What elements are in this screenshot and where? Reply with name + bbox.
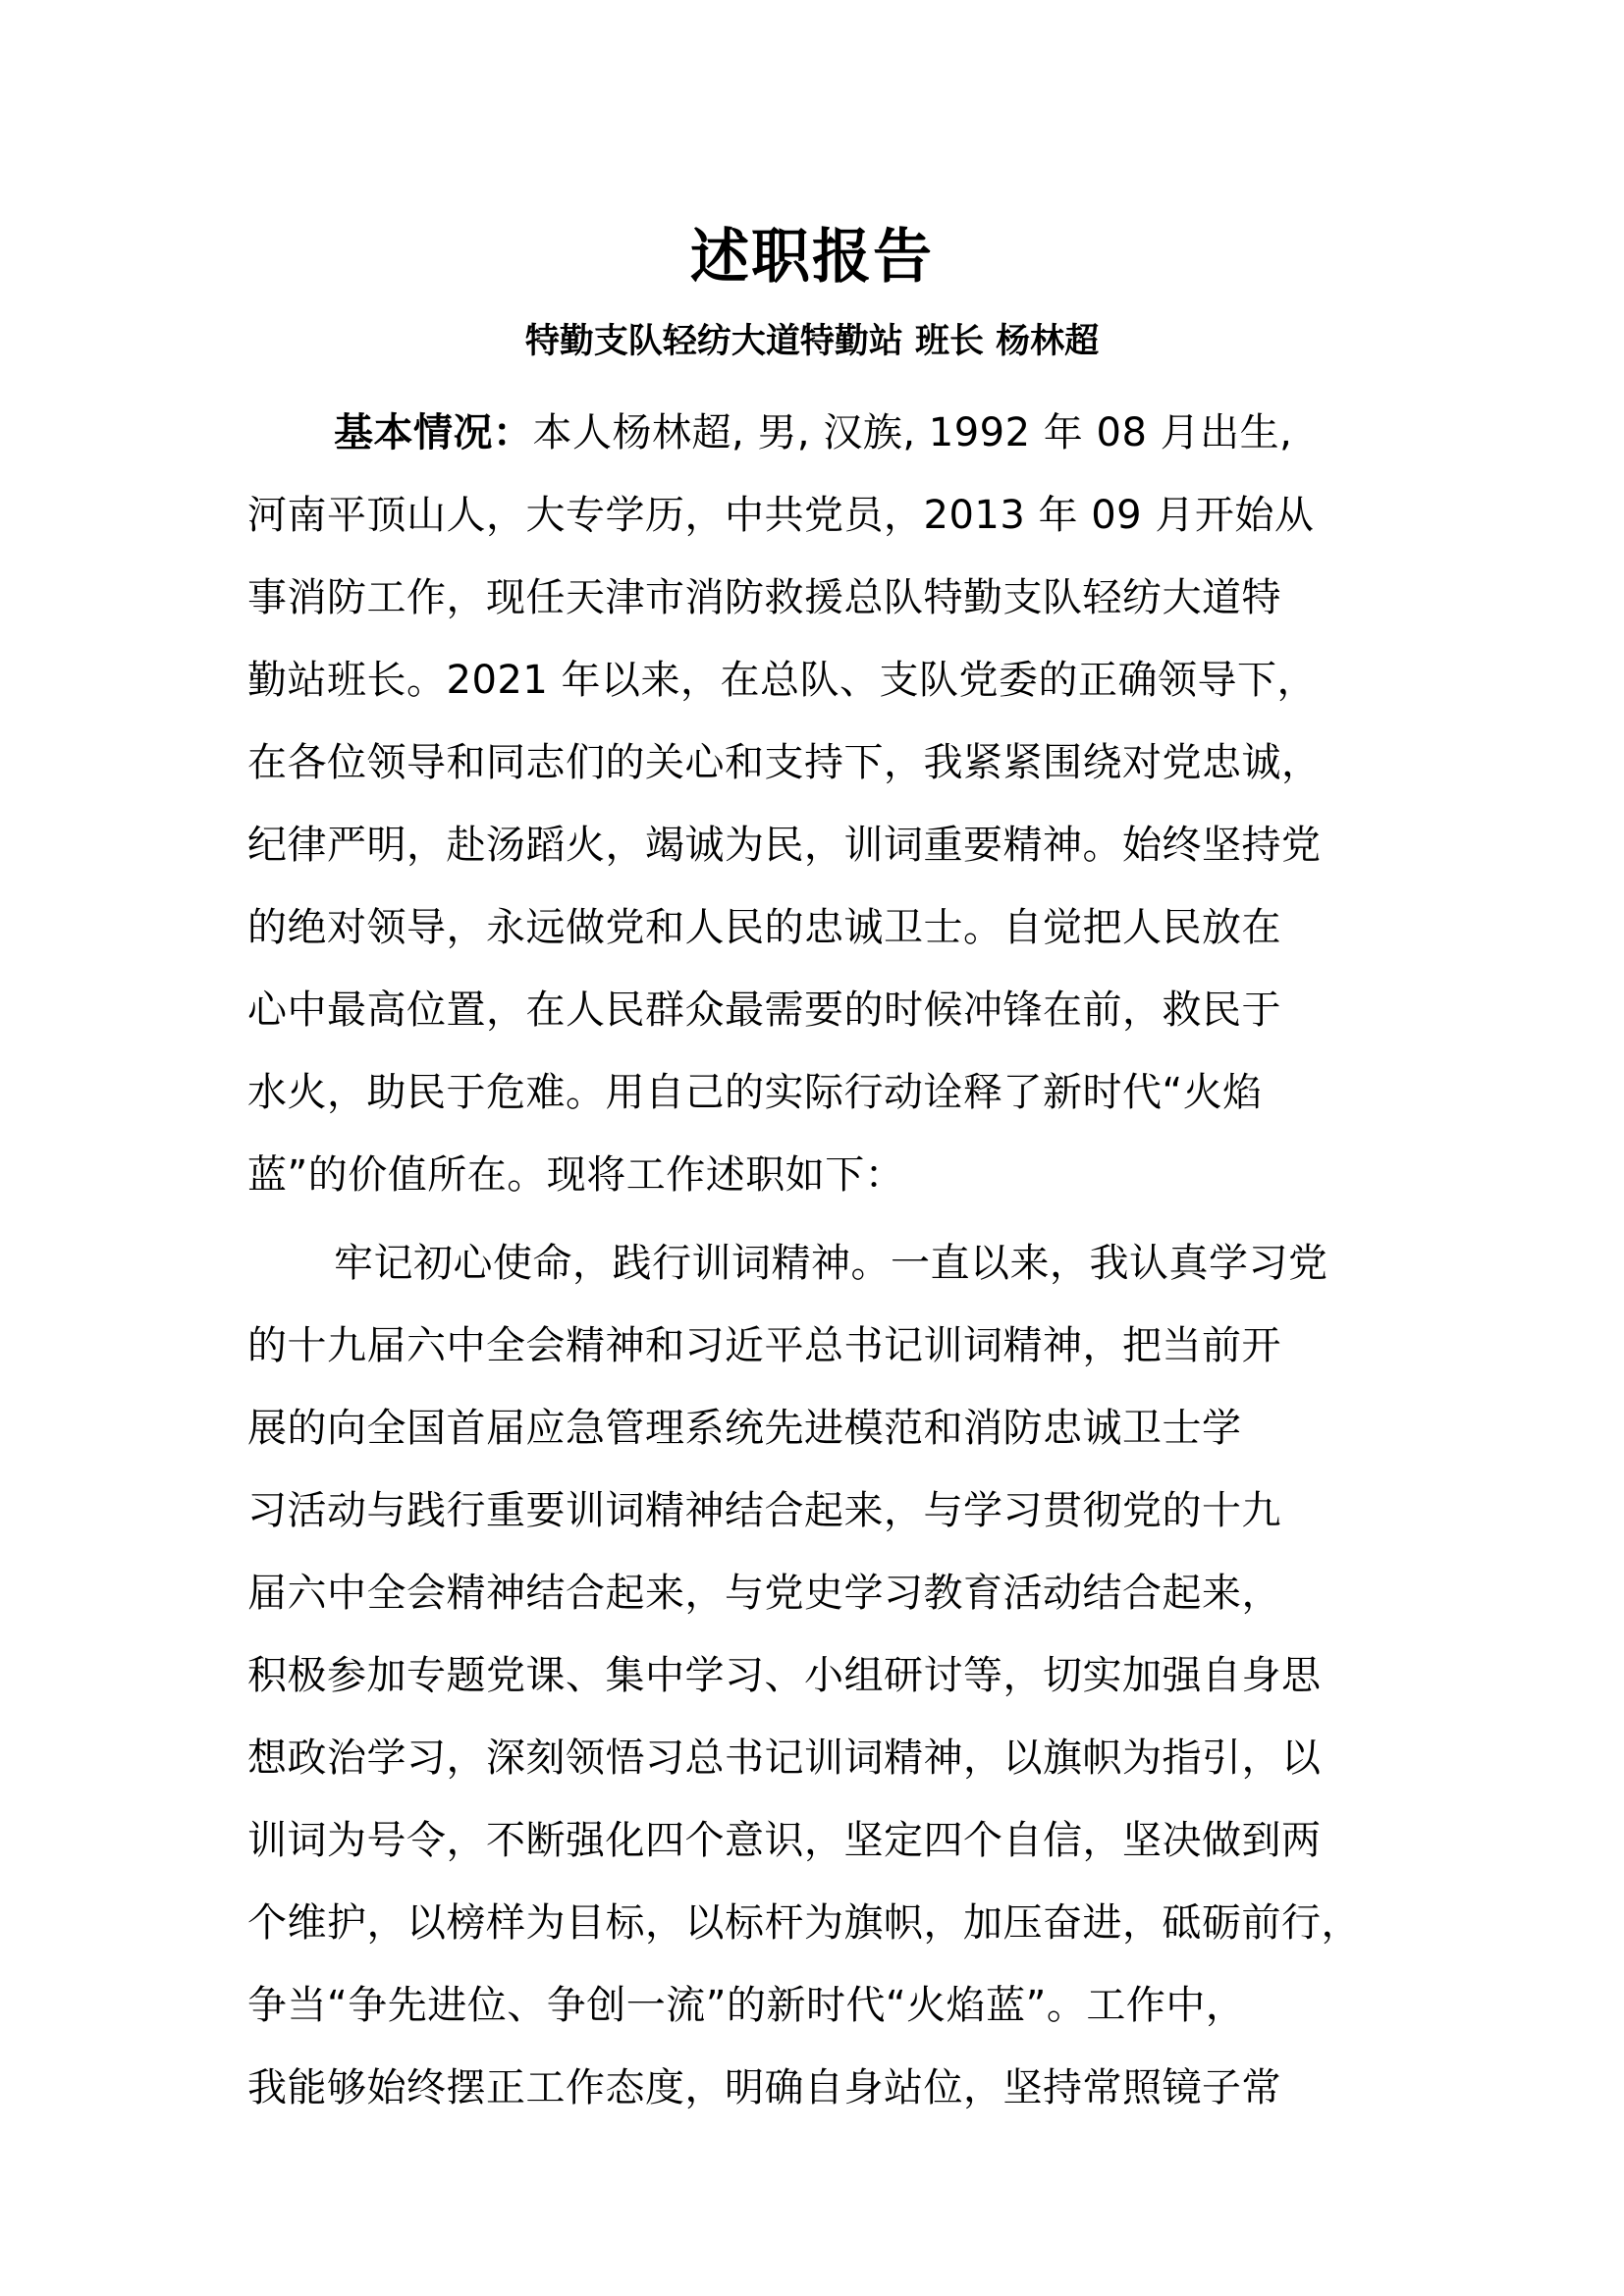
paragraph-2-line: 争当“争先进位、争创一流”的新时代“火焰蓝”。工作中， — [247, 1983, 1246, 2028]
paragraph-2-line: 想政治学习，深刻领悟习总书记训词精神，以旗帜为指引，以 — [247, 1735, 1322, 1781]
paragraph-1-line: 河南平顶山人，大专学历，中共党员，2013 年 09 月开始从 — [247, 493, 1315, 538]
paragraph-2-line: 的十九届六中全会精神和习近平总书记训词精神，把当前开 — [247, 1323, 1281, 1368]
paragraph-1-line: 纪律严明，赴汤蹈火，竭诚为民，训词重要精神。始终坚持党 — [247, 823, 1322, 868]
paragraph-1-line: 事消防工作，现任天津市消防救援总队特勤支队轻纺大道特 — [247, 575, 1281, 620]
paragraph-1-line-1 — [334, 403, 1386, 462]
paragraph-1-line: 勤站班长。2021 年以来，在总队、支队党委的正确领导下， — [247, 658, 1318, 703]
paragraph-1-line: 水火，助民于危难。用自己的实际行动诠释了新时代“火焰 — [247, 1070, 1263, 1115]
basic-info-label: 基本情况： — [334, 410, 533, 455]
paragraph-1-first-line-text: 本人杨林超, 男, 汉族, 1992 年 08 月出生, — [532, 410, 1293, 455]
paragraph-2-line: 积极参加专题党课、集中学习、小组研讨等，切实加强自身思 — [247, 1653, 1322, 1698]
paragraph-2-line: 个维护，以榜样为目标，以标杆为旗帜，加压奋进，砥砺前行， — [247, 1900, 1361, 1946]
paragraph-1-line: 的绝对领导，永远做党和人民的忠诚卫士。自觉把人民放在 — [247, 905, 1281, 950]
paragraph-2-line: 我能够始终摆正工作态度，明确自身站位，坚持常照镜子常 — [247, 2065, 1281, 2110]
document-title: 述职报告 — [690, 223, 934, 292]
paragraph-2-line: 牢记初心使命，践行训词精神。一直以来，我认真学习党 — [334, 1241, 1328, 1286]
paragraph-2-line: 习活动与践行重要训词精神结合起来，与学习贯彻党的十九 — [247, 1488, 1281, 1533]
paragraph-1-line: 蓝”的价值所在。现将工作述职如下： — [247, 1152, 905, 1198]
paragraph-1-line: 心中最高位置，在人民群众最需要的时候冲锋在前，救民于 — [247, 988, 1281, 1033]
paragraph-2-line: 届六中全会精神结合起来，与党史学习教育活动结合起来， — [247, 1571, 1281, 1616]
paragraph-2-line: 训词为号令，不断强化四个意识，坚定四个自信，坚决做到两 — [247, 1818, 1322, 1863]
document-subtitle: 特勤支队轻纺大道特勤站 班长 杨林超 — [524, 322, 1100, 361]
paragraph-2-line: 展的向全国首届应急管理系统先进模范和消防忠诚卫士学 — [247, 1406, 1242, 1451]
paragraph-1-line: 在各位领导和同志们的关心和支持下，我紧紧围绕对党忠诚， — [247, 740, 1322, 785]
